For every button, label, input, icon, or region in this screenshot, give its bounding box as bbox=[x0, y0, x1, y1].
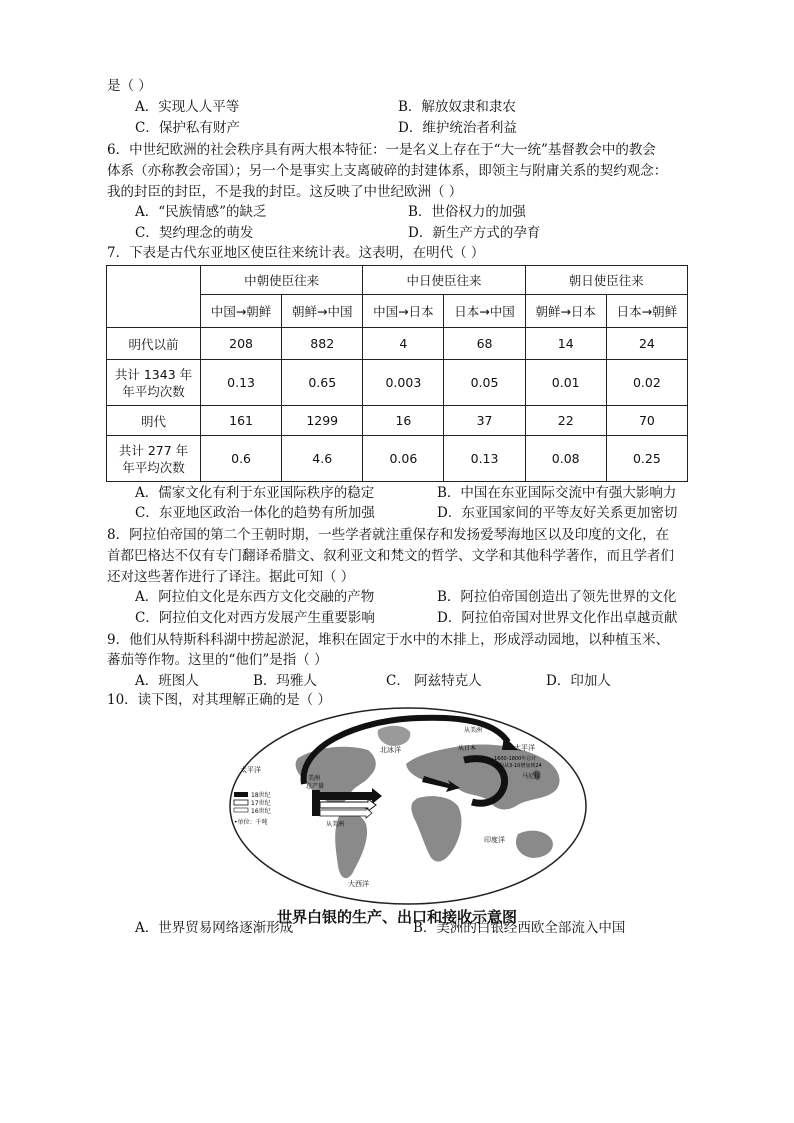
q8-option-d: D．阿拉伯帝国对世界文化作出卓越贡献 bbox=[437, 610, 678, 626]
table-subheader: 日本→中国 bbox=[444, 295, 525, 328]
table-cell: 24 bbox=[606, 328, 687, 360]
table-row bbox=[107, 360, 688, 406]
table-subheader: 中国→朝鲜 bbox=[201, 295, 282, 328]
table-subheader: 朝鲜→日本 bbox=[525, 295, 606, 328]
q9-option-d: D．印加人 bbox=[546, 673, 611, 689]
envoy-statistics-table bbox=[106, 265, 688, 482]
label-america-output-2: 总产量 bbox=[306, 783, 325, 790]
row-label-line-1: 共计 277 年 bbox=[118, 442, 189, 458]
table-cell: 0.6 bbox=[201, 436, 282, 482]
row-label: 明代以前 bbox=[107, 328, 201, 360]
table-subheader: 朝鲜→中国 bbox=[282, 295, 363, 328]
q8-option-b: B．阿拉伯帝国创造出了领先世界的文化 bbox=[437, 589, 677, 605]
legend-17: 17世纪 bbox=[251, 800, 271, 807]
table-cell: 0.01 bbox=[525, 360, 606, 406]
america-output-bar bbox=[312, 790, 320, 816]
world-map-figure bbox=[228, 706, 588, 906]
q6-stem-line-1: 6．中世纪欧洲的社会秩序具有两大根本特征：一是名义上存在于“大一统”基督教会中的教会 bbox=[107, 142, 656, 158]
row-label-line-1: 共计 1343 年 bbox=[114, 366, 193, 382]
legend-unit: •单位：千吨 bbox=[234, 819, 268, 826]
table-cell: 68 bbox=[444, 328, 525, 360]
q7-option-d: D．东亚国家间的平等友好关系更加密切 bbox=[437, 505, 678, 521]
legend-swatch-18 bbox=[234, 792, 248, 797]
q5-option-a: A．实现人人平等 bbox=[135, 99, 240, 115]
table-cell: 1299 bbox=[282, 406, 363, 436]
row-label-line-2: 年平均次数 bbox=[122, 383, 185, 399]
label-indian: 印度洋 bbox=[484, 836, 505, 844]
q6-option-d: D．新生产方式的孕育 bbox=[408, 225, 541, 241]
q5-option-d: D．维护统治者利益 bbox=[398, 120, 517, 136]
q6-stem-line-2: 体系（亦称教会帝国）；另一个是事实上支离破碎的封建体系，即领主与附庸关系的契约观念： bbox=[107, 163, 668, 179]
q9-option-a: A．班图人 bbox=[135, 673, 199, 689]
q9-stem-line-2: 蕃茄等作物。这里的“他们”是指（ ） bbox=[107, 652, 328, 668]
table-cell: 208 bbox=[201, 328, 282, 360]
label-note-1: 1600-1800年总计 bbox=[494, 756, 537, 762]
table-row bbox=[107, 436, 688, 482]
q5-stem-tail: 是（ ） bbox=[107, 78, 152, 94]
legend-16: 16世纪 bbox=[251, 808, 271, 815]
label-arctic: 北冰洋 bbox=[380, 746, 401, 754]
q6-option-a: A．“民族情感”的缺乏 bbox=[135, 204, 267, 220]
row-label bbox=[107, 360, 201, 406]
table-cell: 0.25 bbox=[606, 436, 687, 482]
table-cell: 37 bbox=[444, 406, 525, 436]
legend-18: 18世纪 bbox=[251, 792, 271, 799]
q7-stem: 7．下表是古代东亚地区使臣往来统计表。这表明，在明代（ ） bbox=[107, 245, 485, 261]
table-cell: 16 bbox=[363, 406, 444, 436]
label-manila: 马尼拉 bbox=[522, 773, 541, 780]
table-row bbox=[107, 328, 688, 360]
table-cell: 0.13 bbox=[444, 436, 525, 482]
q6-stem-line-3: 我的封臣的封臣，不是我的封臣。这反映了中世纪欧洲（ ） bbox=[107, 184, 463, 200]
table-cell: 0.05 bbox=[444, 360, 525, 406]
label-from-america-top: 从美洲 bbox=[464, 727, 483, 734]
legend-swatch-17 bbox=[234, 800, 248, 805]
table-cell: 882 bbox=[282, 328, 363, 360]
table-group-header: 中日使臣往来 bbox=[363, 266, 525, 295]
table-cell: 4.6 bbox=[282, 436, 363, 482]
q7-option-c: C．东亚地区政治一体化的趋势有所加强 bbox=[135, 505, 375, 521]
label-pacific-left: 太平洋 bbox=[240, 766, 261, 774]
legend-swatch-16 bbox=[234, 808, 248, 812]
q9-option-b: B．玛雅人 bbox=[253, 673, 317, 689]
table-cell: 4 bbox=[363, 328, 444, 360]
table-group-header: 朝日使臣往来 bbox=[525, 266, 687, 295]
table-cell: 14 bbox=[525, 328, 606, 360]
q10-option-b: B．美洲的白银经西欧全部流入中国 bbox=[413, 920, 626, 936]
q7-option-b: B．中国在东亚国际交流中有强大影响力 bbox=[437, 485, 677, 501]
table-group-header: 中朝使臣往来 bbox=[201, 266, 363, 295]
row-label-line-2: 年平均次数 bbox=[122, 459, 185, 475]
q7-option-a: A．儒家文化有利于东亚国际秩序的稳定 bbox=[135, 485, 375, 501]
q8-option-c: C．阿拉伯文化对西方发展产生重要影响 bbox=[135, 610, 375, 626]
label-from-america-bottom: 从美洲 bbox=[326, 821, 345, 828]
label-pacific-right: 太平洋 bbox=[514, 744, 535, 752]
q8-option-a: A．阿拉伯文化是东西方文化交融的产物 bbox=[135, 589, 375, 605]
table-cell: 0.13 bbox=[201, 360, 282, 406]
table-cell: 70 bbox=[606, 406, 687, 436]
table-cell: 22 bbox=[525, 406, 606, 436]
q8-stem-line-1: 8．阿拉伯帝国的第二个王朝时期，一些学者就注重保存和发扬爱琴海地区以及印度的文化，在 bbox=[107, 527, 670, 543]
q8-stem-line-2: 首都巴格达不仅有专门翻译希腊文、叙利亚文和梵文的哲学、文学和其他科学著作，而且学者们 bbox=[107, 548, 674, 564]
q6-option-b: B．世俗权力的加强 bbox=[408, 204, 526, 220]
label-from-japan: 从日本 bbox=[458, 745, 477, 752]
q10-stem: 10．读下图，对其理解正确的是（ ） bbox=[107, 692, 331, 708]
q5-option-b: B．解放奴隶和隶农 bbox=[398, 99, 516, 115]
label-note-2: 大约从3-10增加到24 bbox=[494, 763, 542, 769]
label-atlantic: 大西洋 bbox=[348, 880, 369, 888]
silver-flow-map bbox=[228, 706, 588, 906]
label-america-output-1: 美洲 bbox=[308, 775, 321, 782]
q10-option-a: A．世界贸易网络逐渐形成 bbox=[135, 920, 294, 936]
table-subheader: 日本→朝鲜 bbox=[606, 295, 687, 328]
q8-stem-line-3: 还对这些著作进行了译注。据此可知（ ） bbox=[107, 569, 355, 585]
table-cell: 161 bbox=[201, 406, 282, 436]
table-cell: 0.06 bbox=[363, 436, 444, 482]
q9-stem-line-1: 9．他们从特斯科科湖中捞起淤泥，堆积在固定于水中的木排上，形成浮动园地，以种植玉米、 bbox=[107, 632, 670, 648]
q5-option-c: C．保护私有财产 bbox=[135, 120, 240, 136]
row-label bbox=[107, 436, 201, 482]
row-label: 明代 bbox=[107, 406, 201, 436]
table-row bbox=[107, 406, 688, 436]
map-title: 世界白银的生产、出口和接收示意图 bbox=[276, 908, 517, 926]
table-cell: 0.08 bbox=[525, 436, 606, 482]
table-corner-cell bbox=[107, 266, 201, 328]
table-cell: 0.02 bbox=[606, 360, 687, 406]
table-cell: 0.003 bbox=[363, 360, 444, 406]
table-subheader: 中国→日本 bbox=[363, 295, 444, 328]
q6-option-c: C．契约理念的萌发 bbox=[135, 225, 254, 241]
table-cell: 0.65 bbox=[282, 360, 363, 406]
q9-option-c: C． 阿兹特克人 bbox=[386, 673, 482, 689]
